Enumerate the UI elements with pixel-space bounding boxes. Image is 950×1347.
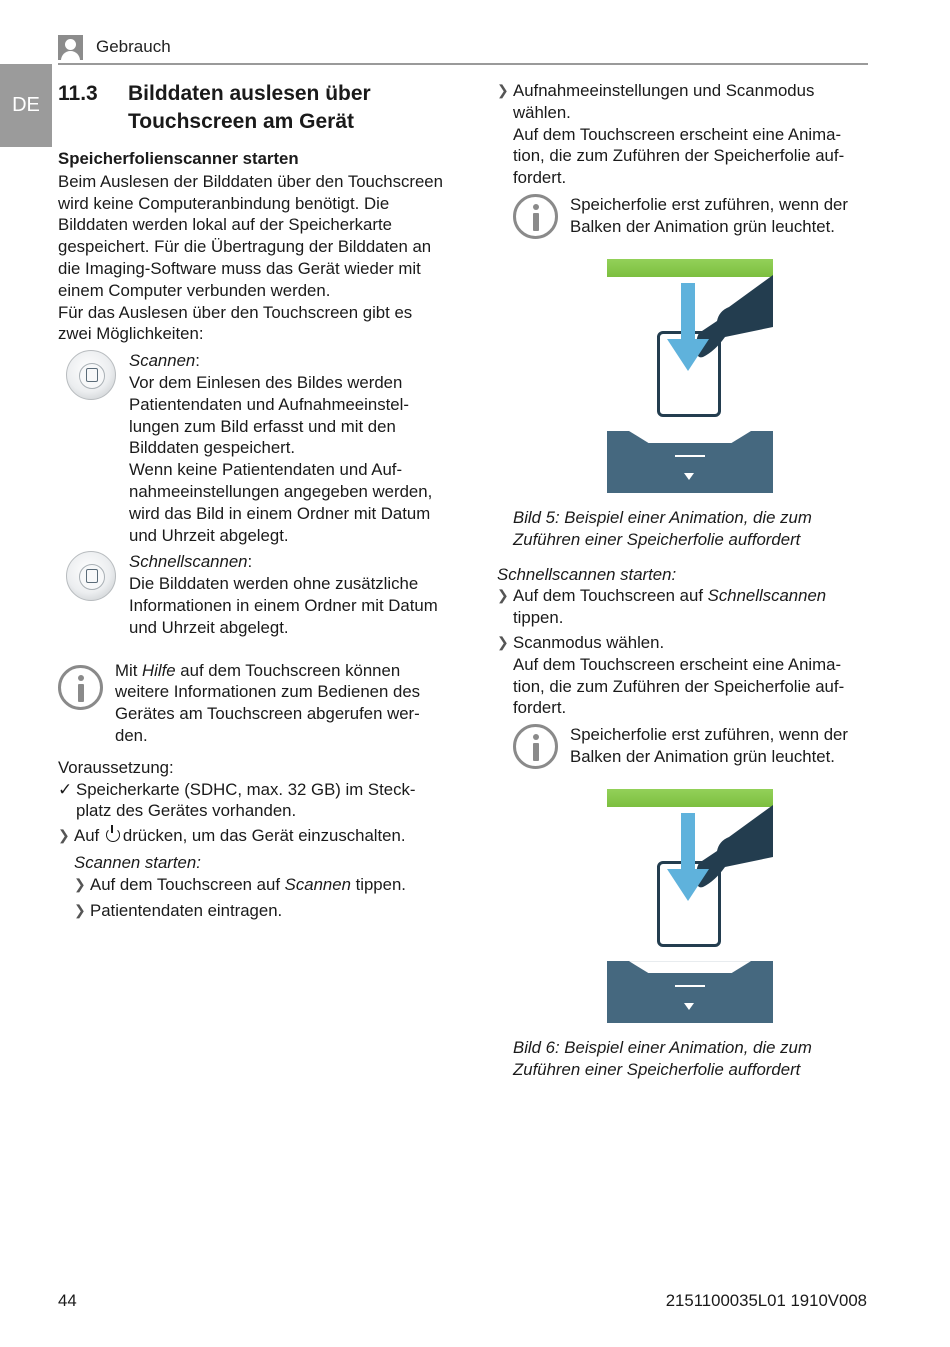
- power-icon: [106, 828, 120, 842]
- quick-step-2: [497, 632, 867, 719]
- info-text-rest: auf dem Touchscreen können weitere Informationen zum Bedienen des Gerätes am Touchscreen abgerufen werden.: [115, 660, 421, 745]
- prerequisite-text: Speicherkarte (SDHC, max. 32 GB) im Steckplatz des Gerätes vorhanden.: [76, 779, 416, 821]
- quick-step-2-note: Auf dem Touchscreen erscheint eine Animation, die zum Zuführen der Speicherfolie auffordert.: [513, 654, 845, 718]
- scan-step-2-text: Patientendaten eintragen.: [90, 900, 283, 920]
- scan-step-3: [497, 80, 867, 189]
- page-number: 44: [58, 1291, 77, 1310]
- scan-button-icon: [66, 350, 116, 400]
- scan-step-3-text: Aufnahmeeinstellungen und Scanmodus wählen.: [513, 81, 815, 122]
- intro-paragraph: Beim Auslesen der Bilddaten über den Touchscreen wird keine Computeranbindung benötigt. Die Bilddaten werden lokal auf der Speicherkarte gespeichert. Für die Übertragung der Bilddaten an die Imaging-Software muss das Gerät wieder mit einem Computer verbunden werden.: [58, 171, 443, 300]
- scan-option-label: Scannen: [129, 351, 196, 371]
- language-tab: DE: [0, 64, 52, 147]
- document-id: 2151100035L01 1910V008: [665, 1291, 867, 1310]
- quick-scan-option-text: Die Bilddaten werden ohne zusätzliche Informationen in einem Ordner mit Datum und Uhrzeit abgelegt.: [129, 574, 438, 637]
- quick-step-1: [497, 585, 867, 629]
- running-header: Gebrauch: [96, 37, 171, 56]
- check-icon: ✓: [58, 779, 73, 799]
- step-chevron-icon: ❯: [74, 875, 86, 892]
- quick-scan-start-label: Schnellscannen starten:: [497, 564, 677, 584]
- info-note-2-text: Speicherfolie erst zuführen, wenn der Balken der Animation grün leuchtet.: [570, 725, 848, 766]
- scan-option-text-2: Wenn keine Patientendaten und Aufnahmeeinstellungen angegeben werden, wird das Bild in einem Ordner mit Datum und Uhrzeit abgelegt.: [129, 460, 433, 545]
- step-chevron-icon: ❯: [497, 82, 509, 98]
- scanner-slot: [629, 961, 751, 973]
- down-triangle-icon: [684, 473, 694, 480]
- person-icon: [58, 35, 83, 60]
- info-note: [58, 660, 443, 747]
- step-chevron-icon: ❯: [74, 901, 86, 918]
- power-step-text: Auf: [74, 826, 100, 846]
- info-note-1-text: Speicherfolie erst zuführen, wenn der Balken der Animation grün leuchtet.: [570, 194, 848, 236]
- quick-step-1-term: Schnellscannen: [707, 586, 827, 606]
- left-column: [58, 80, 443, 921]
- info-icon: [513, 724, 558, 769]
- prerequisite-item: [58, 779, 443, 823]
- scan-option-text: Vor dem Einlesen des Bildes werden Patientendaten und Aufnahmeeinstellungen zum Bild erfasst und mit den Bilddaten gespeichert.: [129, 372, 409, 458]
- quick-step-1-text: Auf dem Touchscreen auf: [513, 586, 708, 606]
- scan-step-1: [74, 874, 443, 896]
- subheading: Speicherfolienscanner starten: [58, 149, 299, 168]
- step-chevron-icon: ❯: [58, 827, 70, 844]
- quick-scan-option-label: Schnellscannen: [129, 552, 248, 572]
- feed-animation-figure-5: [607, 259, 773, 493]
- step-chevron-icon: ❯: [497, 633, 509, 650]
- scanner-slot: [629, 431, 751, 443]
- slot-indicator: [675, 455, 705, 457]
- info-icon: [513, 194, 558, 239]
- info-note-1: [513, 194, 867, 239]
- intro-paragraph-2: Für das Auslesen über den Touchscreen gibt es zwei Möglichkeiten:: [58, 302, 413, 344]
- power-step-text-rest: drücken, um das Gerät einzuschalten.: [122, 826, 406, 846]
- prerequisite-label: Voraussetzung:: [58, 757, 174, 777]
- slot-indicator: [675, 985, 705, 987]
- feed-animation-figure-6: [607, 789, 773, 1023]
- scan-option: Scannen: Vor dem Einlesen des Bildes werden Patientendaten und Aufnahmeeinstellungen zum Bild erfasst und mit den Bilddaten gespeichert. Wenn keine Patientendaten und Aufnahmeeinstellungen angegeben werden, wird das Bild in einem Ordner mit Datum und Uhrzeit abgelegt.: [58, 350, 443, 546]
- info-note-2: [513, 724, 867, 769]
- down-triangle-icon: [684, 1003, 694, 1010]
- scan-step-1-text: Auf dem Touchscreen auf: [90, 874, 285, 894]
- power-step: [58, 825, 443, 847]
- header-divider: [58, 63, 868, 65]
- quick-step-2-text: Scanmodus wählen.: [513, 632, 665, 652]
- info-help-term: Hilfe: [142, 660, 176, 680]
- quick-scan-option: Schnellscannen: Die Bilddaten werden ohne zusätzliche Informationen in einem Ordner mit Datum und Uhrzeit abgelegt.: [58, 551, 443, 638]
- scan-step-2: [74, 900, 443, 922]
- scan-step-3-note: Auf dem Touchscreen erscheint eine Animation, die zum Zuführen der Speicherfolie auffordert.: [513, 124, 845, 188]
- quick-step-1-text-rest: tippen.: [513, 608, 564, 628]
- figure-5-caption: Bild 5: Beispiel einer Animation, die zum Zuführen einer Speicherfolie auffordert: [513, 507, 812, 549]
- section-number: 11.3: [58, 82, 98, 105]
- scan-step-1-term: Scannen: [284, 874, 351, 894]
- section-title: Bilddaten auslesen über Touchscreen am Gerät: [128, 82, 371, 133]
- step-chevron-icon: ❯: [497, 587, 509, 604]
- section-heading: [58, 80, 443, 136]
- info-text: Mit: [115, 660, 143, 680]
- info-icon: [58, 665, 103, 710]
- scan-start-label: Scannen starten:: [74, 852, 201, 872]
- right-column: [497, 80, 867, 1081]
- quick-scan-button-icon: [66, 551, 116, 601]
- scan-step-1-text-rest: tippen.: [350, 874, 406, 894]
- figure-6-caption: Bild 6: Beispiel einer Animation, die zum Zuführen einer Speicherfolie auffordert: [513, 1038, 812, 1079]
